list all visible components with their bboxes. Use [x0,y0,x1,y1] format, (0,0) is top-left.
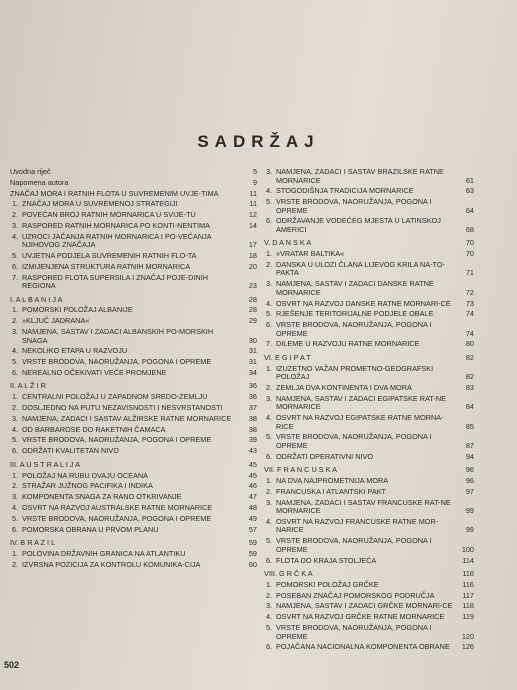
toc-entry [10,482,257,491]
toc-entry [264,321,474,338]
toc-entry-title: OSVRT NA RAZVOJ FRANCUSKE RATNE MOR-NARICE [276,516,439,535]
toc-entry-title: NAMJENA, SASTAV I ZADACI DANSKE RATNE MORNARICE [276,279,434,297]
toc-entry [10,211,257,220]
toc-entry-number: 1. [266,476,273,486]
toc-entry-number: 5. [12,513,19,523]
toc-entry-page: 12 [248,210,257,220]
toc-entry-page: 31 [248,357,257,367]
toc-entry [10,179,257,188]
toc-entry-number: 3. [266,279,273,289]
toc-entry-page: 119 [462,612,474,622]
toc-entry [264,643,474,652]
toc-entry [10,328,257,345]
toc-entry-number: 1. [12,305,19,315]
toc-entry [264,581,474,590]
toc-entry-title: ODRŽAVANJE VODEĆEG MJESTA U LATINSKOJ AMERICI [276,216,441,234]
toc-entry-title: NEKOLIKO ETAPA U RAZVOJU [22,346,128,356]
toc-entry-number: 2. [266,383,273,393]
toc-entry-title: FLOTA DO KRAJA STOLJEĆA [276,555,377,565]
toc-entry-title: NEREALNO OČEKIVATI VEĆE PROMJENE [22,367,167,377]
toc-entry [10,493,257,502]
toc-entry-page: 116 [462,569,474,579]
toc-entry-page: 114 [462,555,474,565]
toc-entry-page: 73 [465,298,474,308]
toc-entry-title: NAMJENA, SASTAV I ZADACI ALBANSKIH PO-MORSKIH SNAGA [22,327,214,345]
toc-entry [264,384,474,393]
toc-entry [264,340,474,349]
toc-entry-page: 28 [248,305,257,315]
toc-entry [10,306,257,315]
toc-entry-title: ZNAČAJ MORA I RATNIH FLOTA U SUVREMENIM UVJE-TIMA [10,188,219,198]
toc-left-column [10,168,257,571]
toc-section [264,466,474,475]
toc-entry [264,488,474,497]
toc-entry-title: VRSTE BRODOVA, NAORUŽANJA, POGONA I OPREME [22,435,212,445]
toc-entry [264,592,474,601]
toc-entry-number: 6. [266,320,273,330]
toc-entry-number: 2. [12,559,19,569]
toc-entry [264,613,474,622]
toc-entry [10,561,257,570]
toc-entry-title: KOMPONENTA SNAGA ZA RANO OTKRIVANJE [22,492,182,502]
toc-entry [10,447,257,456]
toc-entry [264,518,474,535]
toc-entry-title: VRSTE BRODOVA, NAORUŽANJA, POGONA I OPREME [276,623,432,641]
toc-entry-title: OSVRT NA RAZVOJ EGIPATSKE RATNE MORNA-RICE [276,413,444,431]
toc-entry-number: VII. [264,465,275,475]
toc-entry-title: UZROCI JAČANJA RATNIH MORNARICA I PO-VEĆANJA NJIHOVOG ZNAČAJA [22,231,212,250]
toc-entry-page: 49 [248,513,257,523]
toc-right-column [264,168,474,654]
toc-entry-page: 11 [249,188,257,198]
toc-entry-page: 38 [248,413,257,423]
toc-entry-page: 14 [248,220,257,230]
toc-section [10,296,257,305]
toc-entry-number: 6. [12,367,19,377]
toc-entry [10,369,257,378]
toc-entry-number: 6. [266,451,273,461]
toc-entry-page: 71 [465,268,474,278]
toc-entry [10,472,257,481]
toc-entry-number: 1. [12,548,19,558]
toc-entry-title: POSEBAN ZNAČAJ POMORSKOG PODRUČJA [276,590,435,600]
toc-entry-title: »VRATAR BALTIKA« [276,249,345,259]
toc-entry-title: VRSTE BRODOVA, NAORUŽANJA, POGONA I OPREME [22,513,212,523]
toc-entry-title: VRSTE BRODOVA, NAORUŽANJA, POGONA I OPREME [276,197,432,215]
toc-entry-number: 3. [266,167,273,176]
toc-entry-page: 46 [248,481,257,491]
toc-entry-page: 99 [465,506,474,516]
toc-entry-number: II. [10,381,17,391]
toc-entry [10,233,257,250]
toc-entry-number: 2. [12,316,19,326]
toc-entry-number: 4. [12,424,19,434]
toc-entry-page: 20 [248,261,257,271]
toc-entry [10,415,257,424]
toc-entry [264,557,474,566]
toc-entry-number: 1. [266,579,273,589]
toc-entry-number: 6. [12,261,19,271]
toc-entry-number: 6. [266,642,273,652]
toc-entry-title: POLOŽAJ NA RUBU DVAJU OCEANA [22,470,148,480]
toc-entry-page: 38 [248,424,257,434]
toc-entry-title: OSVRT NA RAZVOJ DANSKE RATNE MORNARI-CE [276,298,451,308]
toc-section [10,382,257,391]
toc-entry-page: 74 [465,309,474,319]
toc-entry-page: 72 [465,287,474,297]
toc-entry-number: 2. [266,590,273,600]
toc-entry-page: 100 [461,544,474,554]
toc-entry [264,198,474,215]
toc-entry [10,222,257,231]
toc-entry-title: A L Ž I R [17,381,46,391]
toc-entry-number: 3. [266,497,273,507]
toc-entry-title: RASPORED FLOTA SUPERSILA I ZNAČAJ POJE-DINIH REGIONA [22,272,208,291]
toc-entry [10,393,257,402]
toc-section [10,461,257,470]
toc-entry [264,395,474,412]
toc-entry-number: 5. [12,435,19,445]
toc-entry-page: 18 [248,251,257,261]
toc-entry-title: ZNAČAJ MORA U SUVREMENOJ STRATEGIJI [22,199,178,209]
toc-entry-title: Uvodna riječ [10,167,51,176]
toc-entry-number: 5. [12,357,19,367]
toc-entry-page: 120 [461,631,474,641]
toc-entry-page: 29 [248,316,257,326]
toc-entry-number: 4. [266,186,273,196]
toc-entry-title: UVJETNA PODJELA SUVREMENIH RATNIH FLO-TA [22,251,197,261]
toc-entry-title: STRAŽAR JUŽNOG PACIFIKA I INDIKA [22,481,153,491]
toc-entry-page: 23 [248,281,257,291]
toc-entry [264,261,474,278]
toc-entry-title: B R A Z I L [20,538,56,548]
toc-entry-page: 99 [465,525,474,535]
toc-entry [10,347,257,356]
toc-entry [10,526,257,535]
toc-entry-page: 45 [248,459,257,469]
toc-entry-number: 6. [12,446,19,456]
toc-entry [10,317,257,326]
toc-entry-page: 47 [248,492,257,502]
toc-entry-page: 96 [465,465,474,475]
toc-entry-page: 74 [465,328,474,338]
toc-entry-title: F R A N C U S K A [276,465,337,475]
toc-entry [264,365,474,382]
toc-entry-number: 3. [266,601,273,611]
toc-entry-number: 3. [266,393,273,403]
toc-entry-page: 45 [248,470,257,480]
toc-entry-title: NAMJENA, ZADACI I SASTAV FRANCUSKE RAT-NE MORNARICE [276,497,451,516]
toc-entry-title: POMORSKI POLOŽAJ GRČKE [276,579,379,589]
toc-entry-number: VIII. [264,569,277,579]
toc-entry-number: V. [264,238,271,248]
toc-entry-title: ODRŽATI KVALITETAN NIVO [22,446,119,456]
toc-entry [10,404,257,413]
toc-entry-title: VRSTE BRODOVA, NAORUŽANJA, POGONA I OPREME [276,432,432,450]
toc-entry [264,602,474,611]
toc-entry [264,433,474,450]
toc-entry [10,515,257,524]
toc-entry [10,550,257,559]
toc-entry-page: 43 [248,446,257,456]
toc-entry [10,504,257,513]
toc-entry-number: 6. [12,524,19,534]
toc-entry-number: 5. [12,251,19,261]
toc-entry-number: 7. [12,272,19,282]
toc-entry-number: 5. [266,623,273,633]
toc-entry-title: E G I P A T [274,352,311,362]
toc-entry [10,168,257,177]
toc-entry [264,187,474,196]
toc-entry-title: STOGODIŠNJA TRADICIJA MORNARICE [276,186,414,196]
toc-entry-page: 83 [465,383,474,393]
toc-entry-page: 94 [465,451,474,461]
toc-entry-page: 30 [248,335,257,345]
toc-entry-page: 116 [462,579,474,589]
toc-section [10,539,257,548]
toc-entry-page: 82 [465,372,474,382]
toc-entry-title: POMORSKA OBRANA U PRVOM PLANU [22,524,159,534]
toc-entry-number: 5. [266,536,273,546]
toc-entry-page: 97 [465,486,474,496]
toc-entry-number: 2. [266,259,273,269]
toc-entry-number: 1. [12,392,19,402]
toc-entry-page: 9 [252,177,257,187]
toc-entry-number: 4. [266,413,273,423]
page-title: SADRŽAJ [197,132,320,151]
toc-entry-title: NAMJENA, ZADACI I SASTAV BRAZILSKE RATNE MORNARICE [276,167,444,185]
toc-entry-page: 59 [248,538,257,548]
toc-entry-number: 2. [12,403,19,413]
toc-section [264,354,474,363]
toc-entry-number: 4. [266,516,273,526]
toc-entry-page: 117 [462,590,474,600]
toc-entry-title: NAMJENA, SASTAV I ZADACI EGIPATSKE RAT-NE MORNARICE [276,393,447,412]
toc-entry-title: FRANCUSKA I ATLANTSKI PAKT [276,486,387,496]
toc-entry-number: 6. [266,555,273,565]
toc-entry-page: 39 [248,435,257,445]
toc-entry-title: G R Č K A [279,569,313,579]
toc-entry [10,436,257,445]
toc-entry-number: IV. [10,538,19,548]
toc-entry-number: 5. [266,197,273,207]
toc-entry-page: 126 [461,642,474,652]
toc-entry [264,537,474,554]
toc-entry-number: 4. [12,346,19,356]
toc-entry [10,263,257,272]
toc-entry-title: D A N S K A [272,238,312,248]
toc-entry [264,280,474,297]
toc-entry-title: DANSKA U ULOZI ČLANA LIJEVOG KRILA NA-TO-PAKTA [276,259,445,278]
toc-entry-number: 1. [12,199,19,209]
toc-entry-page: 96 [465,476,474,486]
toc-entry-title: OSVRT NA RAZVOJ GRČKE RATNE MORNARICE [276,612,445,622]
toc-entry [10,200,257,209]
toc-entry-title: VRSTE BRODOVA, NAORUŽANJA, POGONA I OPREME [22,357,212,367]
toc-entry-page: 64 [465,205,474,215]
toc-entry [10,190,257,199]
toc-entry-title: A L B A N I J A [15,294,63,304]
toc-entry-page: 60 [248,559,257,569]
toc-entry [10,358,257,367]
toc-entry-title: OSVRT NA RAZVOJ AUSTRALSKE RATNE MORNARICE [22,502,213,512]
toc-entry-number: 6. [266,216,273,226]
toc-entry-page: 61 [465,175,474,185]
toc-entry [264,414,474,431]
toc-entry-number: 3. [12,492,19,502]
toc-entry-page: 87 [465,440,474,450]
toc-entry-title: VRSTE BRODOVA, NAORUŽANJA, POGONA I OPREME [276,536,432,554]
toc-entry [10,274,257,291]
toc-entry-number: 7. [266,339,273,349]
toc-entry-title: A U S T R A L I J A [19,459,81,469]
toc-entry-title: IZUZETNO VAŽAN PROMETNO-GEOGRAFSKI POLOŽAJ [276,363,434,382]
toc-entry-page: 5 [252,167,257,176]
toc-entry [264,168,474,185]
toc-entry-page: 80 [465,339,474,349]
toc-entry-number: 2. [266,486,273,496]
toc-entry-title: NA DVA NAJPROMETNIJA MORA [276,476,389,486]
toc-entry-page: 36 [248,392,257,402]
toc-entry-page: 48 [248,502,257,512]
toc-entry-title: RASPORED RATNIH MORNARICA PO KONTI-NENTIMA [22,220,210,230]
toc-entry [264,477,474,486]
toc-entry-number: 5. [266,309,273,319]
toc-section [264,239,474,248]
toc-entry [264,624,474,641]
toc-entry-title: IZVRSNA POZICIJA ZA KONTROLU KOMUNIKA-CIJA [22,559,201,569]
toc-entry-page: 34 [248,367,257,377]
toc-entry-number: 4. [266,298,273,308]
toc-entry-number: 1. [266,363,273,373]
toc-entry-page: 59 [248,548,257,558]
toc-entry [264,250,474,259]
toc-entry-page: 85 [465,421,474,431]
toc-entry [264,217,474,234]
toc-entry-number: 4. [12,231,19,241]
toc-entry-page: 28 [248,294,257,304]
toc-entry-title: VRSTE BRODOVA, NAORUŽANJA, POGONA I OPREME [276,320,432,338]
toc-section [264,570,474,579]
toc-entry-title: RJEŠENJE TERITORIJALNE PODJELE OBALE [276,309,434,319]
toc-entry [264,300,474,309]
toc-entry-number: 1. [266,249,273,259]
toc-entry [264,453,474,462]
toc-entry-page: 70 [465,249,474,259]
toc-entry-page: 11 [249,199,257,209]
toc-entry-page: 84 [465,402,474,412]
toc-entry-title: CENTRALNI POLOŽAJ U ZAPADNOM SREDO-ZEMLJU [22,392,208,402]
toc-entry-title: DOSLJEDNO NA PUTU NEZAVISNOSTI I NESVRSTANOSTI [22,403,223,413]
toc-entry [10,252,257,261]
toc-entry-title: IZMIJENJENA STRUKTURA RATNIH MORNARICA [22,261,191,271]
toc-entry-page: 68 [465,224,474,234]
toc-entry-number: 2. [12,210,19,220]
toc-entry-number: 1. [12,470,19,480]
toc-entry-title: POMORSKI POLOŽAJ ALBANIJE [22,305,133,315]
toc-entry-number: 3. [12,220,19,230]
toc-entry-title: ODRŽATI OPERATIVNI NIVO [276,451,374,461]
toc-entry-title: NAMJENA, ZADACI I SASTAV ALŽIRSKE RATNE MORNARICE [22,413,232,423]
toc-entry-number: 5. [266,432,273,442]
toc-entry-page: 70 [465,238,474,248]
toc-entry-number: 4. [266,612,273,622]
toc-entry-title: DILEME U RAZVOJU RATNE MORNARICE [276,339,420,349]
toc-entry-title: NAMJENA, SASTAV I ZADACI GRČKE MORNARI-CE [276,601,453,611]
toc-entry-page: 63 [465,186,474,196]
toc-entry [10,426,257,435]
toc-entry-page: 57 [248,524,257,534]
toc-entry [264,310,474,319]
toc-entry-page: 31 [248,346,257,356]
toc-entry-title: POJAČANA NACIONALNA KOMPONENTA OBRANE [276,642,450,652]
page-number: 502 [4,660,20,670]
toc-entry-title: POVEĆAN BROJ RATNIH MORNARICA U SVIJE-TU [22,210,196,220]
toc-entry [264,499,474,516]
toc-entry-number: 3. [12,413,19,423]
toc-entry-title: ZEMLJA DVA KONTINENTA I DVA MORA [276,383,412,393]
toc-entry-title: POLOVINA DRŽAVNIH GRANICA NA ATLANTIKU [22,548,186,558]
toc-entry-number: III. [10,459,19,469]
toc-entry-page: 17 [248,240,257,250]
toc-entry-page: 118 [462,601,474,611]
toc-entry-number: I. [10,294,15,304]
toc-entry-number: 3. [12,327,19,337]
toc-entry-title: OD BARBAROSE DO RAKETNIH ČAMACA [22,424,166,434]
toc-entry-number: 2. [12,481,19,491]
toc-entry-title: Napomena autora [10,177,69,187]
toc-entry-number: 4. [12,502,19,512]
toc-entry-title: »KLJUČ JADRANA« [22,316,90,326]
toc-entry-page: 37 [248,403,257,413]
toc-entry-number: VI. [264,352,273,362]
toc-entry-page: 36 [248,381,257,391]
toc-entry-page: 82 [465,352,474,362]
